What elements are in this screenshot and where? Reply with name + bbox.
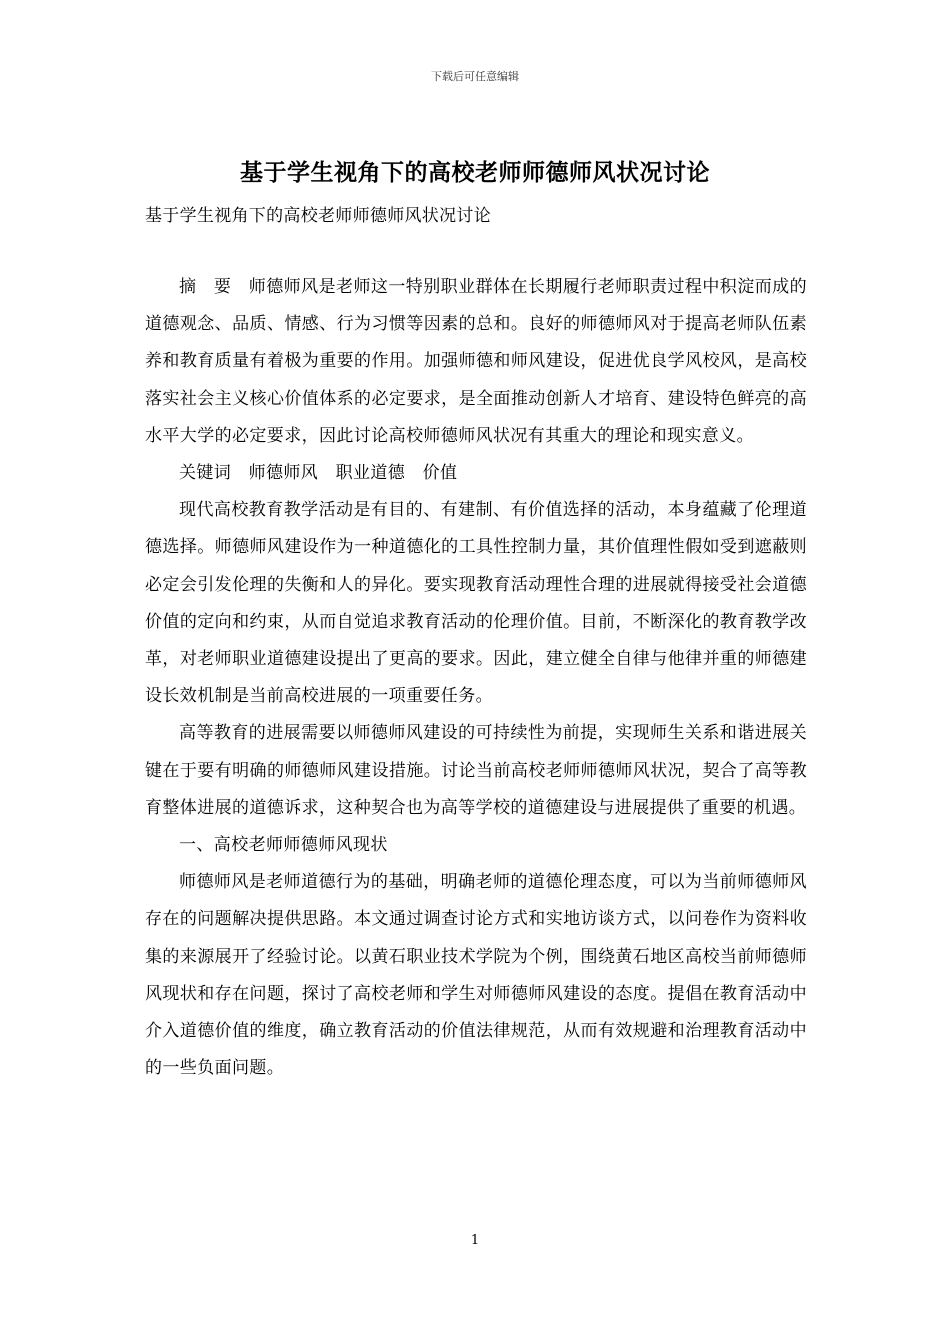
document-title: 基于学生视角下的高校老师师德师风状况讨论 [240, 159, 710, 186]
header-note: 下载后可任意编辑 [431, 70, 519, 83]
abstract-paragraph: 摘 要 师德师风是老师这一特别职业群体在长期履行老师职责过程中积淀而成的道德观念、品质、情感、行为习惯等因素的总和。良好的师德师风对于提高老师队伍素养和教育质量有着极为重要的作用。加强师德和师风建设，促进优良学风校风，是高校落实社会主义核心价值体系的必定要求，是全面推动创新人才培育、建设特色鲜亮的高水平大学的必定要求，因此讨论高校师德师风状况有其重大的理论和现实意义。 [145, 277, 807, 446]
body-paragraph: 现代高校教育教学活动是有目的、有建制、有价值选择的活动，本身蕴藏了伦理道德选择。师德师风建设作为一种道德化的工具性控制力量，其价值理性假如受到遮蔽则必定会引发伦理的失衡和人的异化。要实现教育活动理性合理的进展就得接受社会道德价值的定向和约束，从而自觉追求教育活动的伦理价值。目前，不断深化的教育教学改革，对老师职业道德建设提出了更高的要求。因此，建立健全自律与他律并重的师德建设长效机制是当前高校进展的一项重要任务。 [145, 500, 807, 707]
document-subtitle: 基于学生视角下的高校老师师德师风状况讨论 [145, 206, 491, 226]
body-paragraph: 师德师风是老师道德行为的基础，明确老师的道德伦理态度，可以为当前师德师风存在的问题解决提供思路。本文通过调查讨论方式和实地访谈方式，以问卷作为资料收集的来源展开了经验讨论。以黄石职业技术学院为个例，围绕黄石地区高校当前师德师风现状和存在问题，探讨了高校老师和学生对师德师风建设的态度。提倡在教育活动中介入道德价值的维度，确立教育活动的价值法律规范，从而有效规避和治理教育活动中的一些负面问题。 [145, 872, 807, 1079]
body-paragraph: 高等教育的进展需要以师德师风建设的可持续性为前提，实现师生关系和谐进展关键在于要有明确的师德师风建设措施。讨论当前高校老师师德师风状况，契合了高等教育整体进展的道德诉求，这种契合也为高等学校的道德建设与进展提供了重要的机遇。 [145, 723, 807, 818]
document-body [145, 269, 807, 1087]
page-number: 1 [470, 1233, 480, 1248]
keywords-paragraph: 关键词 师德师风 职业道德 价值 [179, 463, 458, 484]
section-heading: 一、高校老师师德师风现状 [179, 835, 388, 856]
